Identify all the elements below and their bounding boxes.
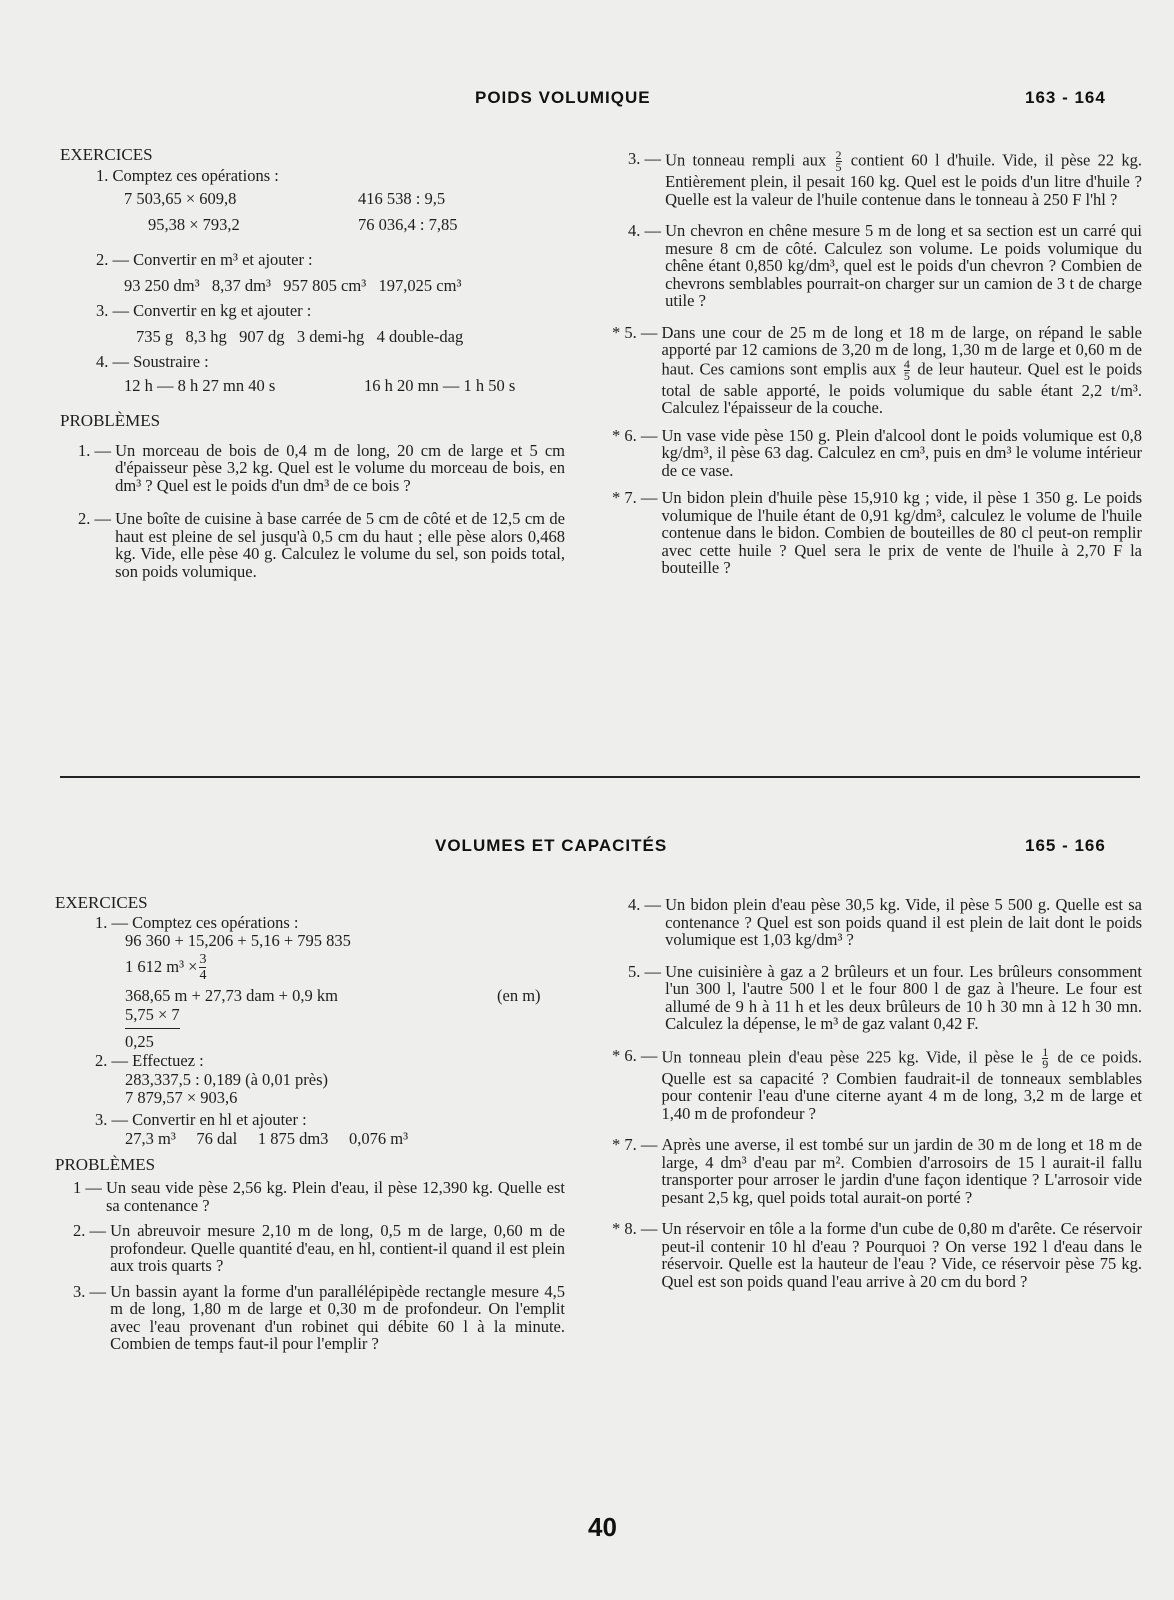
exercise-1-label: 1. Comptez ces opérations :	[96, 165, 279, 185]
problem-text: Un seau vide pèse 2,56 kg. Plein d'eau, il pèse 12,390 kg. Quelle est sa contenance ?	[106, 1178, 565, 1215]
exercise-3-values: 27,3 m³ 76 dal 1 875 dm3 0,076 m³	[125, 1129, 409, 1148]
numerator: 4	[903, 356, 910, 371]
exercise-2-label: 2. — Effectuez :	[95, 1051, 204, 1070]
problem-text	[662, 324, 1143, 417]
exercise-2-label: 2. — Convertir en m³ et ajouter :	[96, 250, 313, 269]
op: 1 612 m³ ×	[125, 957, 198, 977]
exercise-1-line-1: 96 360 + 15,206 + 5,16 + 795 835	[125, 931, 351, 950]
denominator: 5	[835, 160, 842, 174]
problem-6	[612, 427, 1142, 480]
problem-number: 5. —	[628, 961, 666, 981]
bottom-right-column	[612, 896, 1142, 1290]
op: 7 503,65 × 609,8	[124, 189, 237, 208]
problem-number: 2. —	[73, 1221, 111, 1240]
problem-4	[612, 222, 1142, 310]
top-section-title: POIDS VOLUMIQUE	[475, 88, 651, 107]
problemes-heading: PROBLÈMES	[60, 411, 161, 430]
problem-5	[612, 324, 1142, 417]
text-part: Dans une cour de 25 m de long et 18 m de large, on répand le sable apporté par 12 camions de 3,20 m de long, 1,30 m de large et 0,60 m de haut. Ces camions sont emplis aux	[661, 322, 1142, 378]
top-right-column	[612, 150, 1142, 577]
top-section-range: 163 - 164	[1025, 88, 1106, 107]
problem-number: 1 —	[73, 1178, 106, 1197]
fraction	[199, 952, 206, 983]
fraction	[903, 356, 910, 383]
problem-text: Un bassin ayant la forme d'un parallélépipède rectangle mesure 4,5 m de long, 1,80 m de large et 0,30 m de profondeur. On l'emplit avec l'eau provenant d'un robinet qui débite 60 l à la minute. Combien de temps faut-il pour l'emplir ?	[110, 1281, 565, 1353]
problem-number: * 8. —	[612, 1219, 662, 1238]
problem-7	[612, 1136, 1142, 1206]
exercise-1-row-2	[148, 216, 565, 234]
exercise-4-label: 4. — Soustraire :	[96, 352, 209, 371]
problem-text: Une boîte de cuisine à base carrée de 5 cm de côté et de 12,5 cm de haut est pleine de sel jusqu'à 0,5 cm du haut ; elle pèse alors 0,468 kg. Vide, elle pèse 40 g. Calculez le volume du sel, son poids total, son poids volumique.	[115, 509, 565, 581]
problem-number: 3. —	[628, 149, 666, 168]
numerator: 5,75 × 7	[125, 1006, 180, 1029]
denominator: 0,25	[125, 1031, 154, 1051]
denominator: 4	[199, 967, 207, 983]
problem-8	[612, 1220, 1142, 1290]
problem-7	[612, 489, 1142, 577]
problem-number: * 6. —	[612, 425, 662, 445]
text-part: de ce poids. Quelle est sa capacité ? Combien faudrait-il de tonneaux semblables pour contenir l'eau d'une citerne ayant 4 m de long, 3,2 m de large et 1,40 m de profondeur ?	[661, 1046, 1143, 1123]
exercise-2-line-1: 283,337,5 : 0,189 (à 0,01 près)	[125, 1069, 329, 1089]
exercise-1-line-3	[125, 987, 565, 1005]
problem-number: 3. —	[73, 1281, 111, 1301]
exercise-2-line-2: 7 879,57 × 903,6	[125, 1088, 238, 1107]
problem-number: * 7. —	[612, 1135, 662, 1154]
section-divider	[60, 776, 1140, 778]
problemes-heading: PROBLÈMES	[55, 1154, 156, 1174]
exercices-heading: EXERCICES	[60, 145, 153, 164]
bottom-left-column	[55, 894, 565, 1353]
problem-4	[612, 896, 1142, 949]
problem-number: 4. —	[628, 221, 666, 240]
op: 95,38 × 793,2	[148, 214, 240, 234]
problem-number: * 5. —	[612, 322, 662, 342]
problem-3	[612, 150, 1142, 208]
problem-text: Un vase vide pèse 150 g. Plein d'alcool dont le poids volumique est 0,8 kg/dm³, il pèse 63 dag. Calculez en cm³, puis en dm³ le volume intérieur de ce vase.	[661, 425, 1142, 480]
text-part: de leur hauteur. Quel est le poids total de sable apporté, le poids volumique du sable étant 2,2 t/m³. Calculez l'épaisseur de la couche.	[661, 358, 1143, 417]
text-part: contient 60 l d'huile. Vide, il pèse 22 kg. Entièrement plein, il pesait 160 kg. Quel est le poids d'un litre d'huile ? Quelle est la valeur de l'huile contenue dans le tonneau à 250 F l'hl ?	[665, 150, 1143, 209]
exercise-4-row	[124, 377, 565, 395]
exercise-1-row-1	[124, 190, 565, 208]
exercices-heading: EXERCICES	[55, 893, 148, 912]
denominator: 9	[1042, 1056, 1049, 1071]
fraction	[836, 150, 842, 173]
exercise-3-label: 3. — Convertir en kg et ajouter :	[96, 301, 312, 320]
text-part: Un tonneau rempli aux	[665, 150, 827, 170]
problem-number: 2. —	[78, 509, 116, 528]
top-left-column	[60, 146, 565, 580]
op: 76 036,4 : 7,85	[358, 214, 458, 234]
problem-text	[661, 1044, 1143, 1123]
text-part: Un tonneau plein d'eau pèse 225 kg. Vide, il pèse le	[661, 1046, 1034, 1066]
op: 416 538 : 9,5	[358, 189, 446, 208]
problem-text: Un abreuvoir mesure 2,10 m de long, 0,5 m de large, 0,60 m de profondeur. Quelle quantité d'eau, en hl, contient-il quand il est plein aux trois quarts ?	[110, 1221, 565, 1275]
page-number: 40	[588, 1512, 617, 1542]
exercise-3-values: 735 g 8,3 hg 907 dg 3 demi-hg 4 double-dag	[136, 326, 464, 346]
exercise-3-label: 3. — Convertir en hl et ajouter :	[95, 1109, 307, 1129]
problem-1	[73, 1179, 565, 1214]
numerator: 3	[199, 951, 207, 967]
problem-text: Un réservoir en tôle a la forme d'un cube de 0,80 m d'arête. Ce réservoir peut-il contenir 10 hl d'eau ? Pourquoi ? On verse 192 l d'eau dans le réservoir. Quelle est la hauteur de l'eau ? Vide, ce réservoir pèse 75 kg. Quel est son poids quand l'eau arrive à 20 cm du bord ?	[661, 1219, 1142, 1291]
problem-text: Un bidon plein d'eau pèse 30,5 kg. Vide, il pèse 5 500 g. Quelle est sa contenance ? Quel est son poids quand il est plein de lait dont le poids volumique est 1,03 kg/dm³ ?	[665, 895, 1142, 949]
fraction	[1042, 1044, 1049, 1071]
problem-6	[612, 1044, 1143, 1123]
problem-text: Un chevron en chêne mesure 5 m de long et sa section est un carré qui mesure 8 cm de côté. Calculez son volume. Le poids volumique du chêne étant 0,850 kg/dm³, quel est le poids d'un chevron ? Combien de chevrons semblables pourrait-on charger sur un camion de 3 t de charge utile ?	[665, 221, 1142, 310]
unit: (en m)	[497, 985, 541, 1005]
bottom-section-range: 165 - 166	[1025, 836, 1106, 855]
op: 16 h 20 mn — 1 h 50 s	[364, 375, 516, 395]
problem-text: Un bidon plein d'huile pèse 15,910 kg ; vide, il pèse 1 350 g. Le poids volumique de l'huile étant de 0,91 kg/dm³, calculez le volume de l'huile contenue dans le bidon. Combien de bouteilles de 80 cl peut-on remplir avec cette huile ? Quel sera le prix de vente de l'huile à 2,70 F la bouteille ?	[661, 488, 1142, 577]
exercise-2-values: 93 250 dm³ 8,37 dm³ 957 805 cm³ 197,025 cm³	[124, 275, 462, 295]
problem-text: Un morceau de bois de 0,4 m de long, 20 cm de large et 5 cm d'épaisseur pèse 3,2 kg. Quel est le volume du morceau de bois, en dm³ ? Quel est le poids d'un dm³ de ce bois ?	[115, 440, 565, 495]
problem-number: 4. —	[628, 895, 666, 914]
problem-number: * 6. —	[612, 1045, 662, 1065]
problem-5	[612, 963, 1142, 1033]
exercise-1-label: 1. — Comptez ces opérations :	[95, 912, 299, 932]
op: 368,65 m + 27,73 dam + 0,9 km	[125, 985, 338, 1005]
problem-2	[78, 510, 565, 580]
numerator: 2	[835, 148, 842, 162]
op: 12 h — 8 h 27 mn 40 s	[124, 375, 276, 395]
problem-1	[78, 442, 565, 495]
bottom-section-title: VOLUMES ET CAPACITÉS	[435, 836, 668, 855]
problem-2	[73, 1222, 565, 1275]
numerator: 1	[1042, 1044, 1049, 1059]
exercise-1-line-2	[125, 952, 565, 983]
problem-text	[665, 150, 1142, 208]
problem-3	[73, 1283, 565, 1353]
problem-text: Après une averse, il est tombé sur un jardin de 30 m de long et 18 m de large, 4 dm³ d'eau par m². Combien d'arrosoirs de 15 l aurait-il fallu transporter pour arroser le jardin d'une façon identique ? L'arrosoir vide pesant 2,5 kg, quel poids total aurait-on porté ?	[661, 1135, 1142, 1207]
problem-number: 1. —	[78, 440, 116, 460]
exercise-1-line-4	[125, 1006, 180, 1050]
problem-text: Une cuisinière à gaz a 2 brûleurs et un four. Les brûleurs consomment l'un 300 l, l'autre 500 l et le four 800 l de gaz à l'heure. Le four est allumé de 9 h à 11 h et les deux brûleurs de 10 h 30 mn à 12 h 30 mn. Calculez la dépense, le m³ de gaz valant 0,42 F.	[665, 961, 1142, 1033]
denominator: 5	[903, 368, 910, 383]
problem-number: * 7. —	[612, 488, 662, 507]
